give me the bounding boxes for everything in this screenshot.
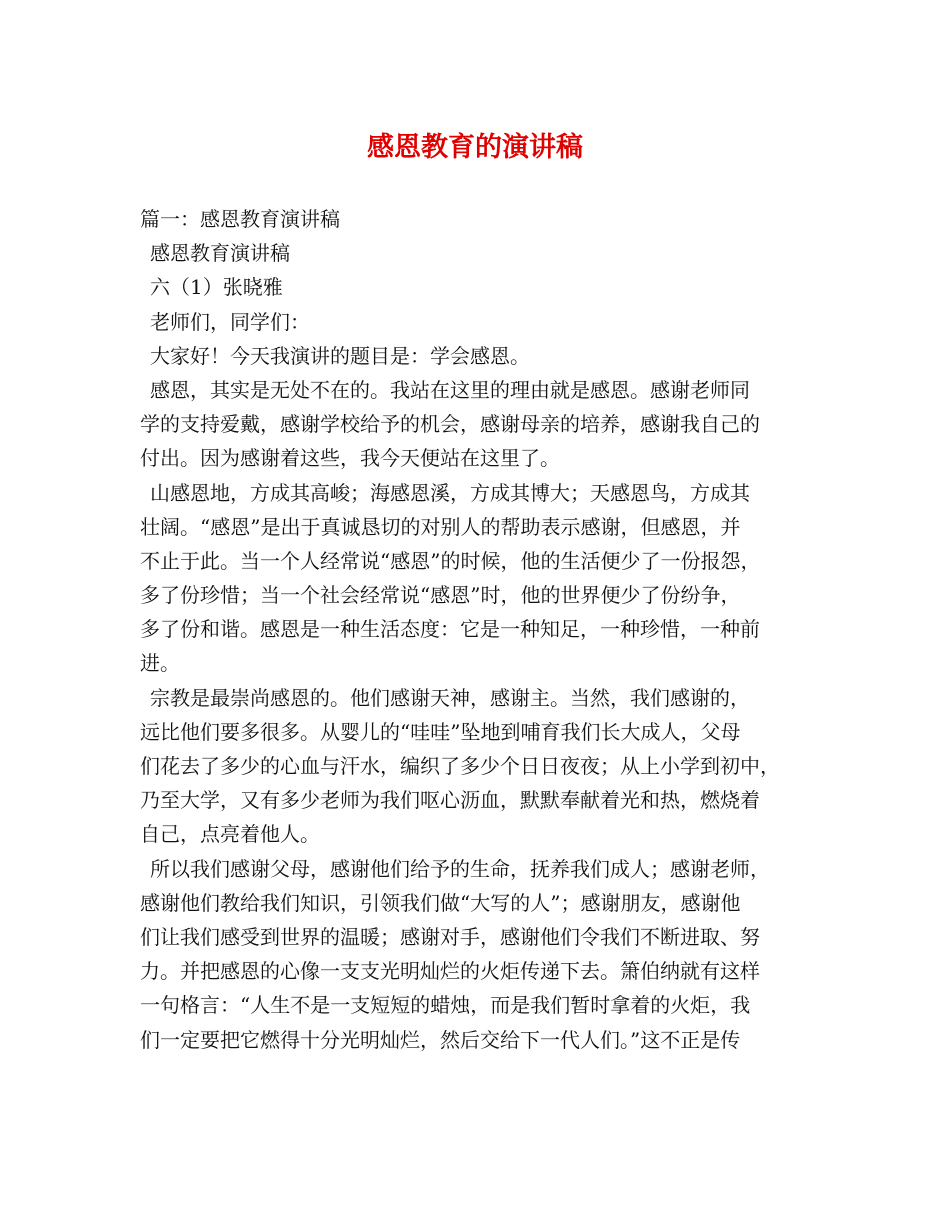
paragraph-line: 所以我们感谢父母，感谢他们给予的生命，抚养我们成人；感谢老师，: [150, 856, 770, 881]
paragraph-line: 乃至大学，又有多少老师为我们呕心沥血，默默奉献着光和热，燃烧着: [140, 788, 760, 813]
paragraph-line: 感恩，其实是无处不在的。我站在这里的理由就是感恩。感谢老师同: [150, 377, 750, 402]
section-heading: 篇一：感恩教育演讲稿: [140, 207, 340, 231]
paragraph-line: 学的支持爱戴，感谢学校给予的机会，感谢母亲的培养，感谢我自己的: [140, 412, 760, 437]
salutation: 老师们，同学们：: [150, 309, 310, 334]
document-body: [140, 202, 820, 1057]
speaker-name: 六（1）张晓雅: [150, 275, 283, 300]
paragraph-line: 自己，点亮着他人。: [140, 822, 320, 847]
paragraph-line: 一句格言：“人生不是一支短短的蜡烛，而是我们暂时拿着的火炬，我: [140, 993, 751, 1018]
paragraph-line: 多了份和谐。感恩是一种生活态度：它是一种知足，一种珍惜，一种前: [140, 617, 760, 642]
paragraph-line: 感谢他们教给我们知识，引领我们做“大写的人”；感谢朋友，感谢他: [140, 890, 741, 915]
paragraph-line: 多了份珍惜；当一个社会经常说“感恩”时，他的世界便少了份纷争，: [140, 583, 741, 608]
paragraph-line: 宗教是最崇尚感恩的。他们感谢天神，感谢主。当然，我们感谢的，: [150, 685, 750, 710]
paragraph-line: 付出。因为感谢着这些，我今天便站在这里了。: [140, 446, 560, 471]
paragraph-line: 力。并把感恩的心像一支支光明灿烂的火炬传递下去。箫伯纳就有这样: [140, 959, 760, 984]
paragraph-line: 山感恩地，方成其高峻；海感恩溪，方成其博大；天感恩鸟，方成其: [150, 480, 750, 505]
paragraph-line: 们让我们感受到世界的温暖；感谢对手，感谢他们令我们不断进取、努: [140, 924, 760, 949]
speech-title: 感恩教育演讲稿: [150, 241, 290, 266]
paragraph-line: 远比他们要多很多。从婴儿的“哇哇”坠地到哺育我们长大成人，父母: [140, 719, 741, 744]
paragraph-line: 们花去了多少的心血与汗水，编织了多少个日日夜夜；从上小学到初中，: [140, 754, 780, 778]
paragraph-line: 壮阔。“感恩”是出于真诚恳切的对别人的帮助表示感谢，但感恩，并: [140, 514, 741, 539]
paragraph-line: 们一定要把它燃得十分光明灿烂，然后交给下一代人们。”这不正是传: [140, 1027, 741, 1052]
paragraph-line: 大家好！今天我演讲的题目是：学会感恩。: [150, 343, 530, 368]
paragraph-line: 不止于此。当一个人经常说“感恩”的时候，他的生活便少了一份报怨，: [140, 548, 761, 573]
document-title: 感恩教育的演讲稿: [367, 132, 583, 163]
paragraph-line: 进。: [140, 651, 180, 676]
